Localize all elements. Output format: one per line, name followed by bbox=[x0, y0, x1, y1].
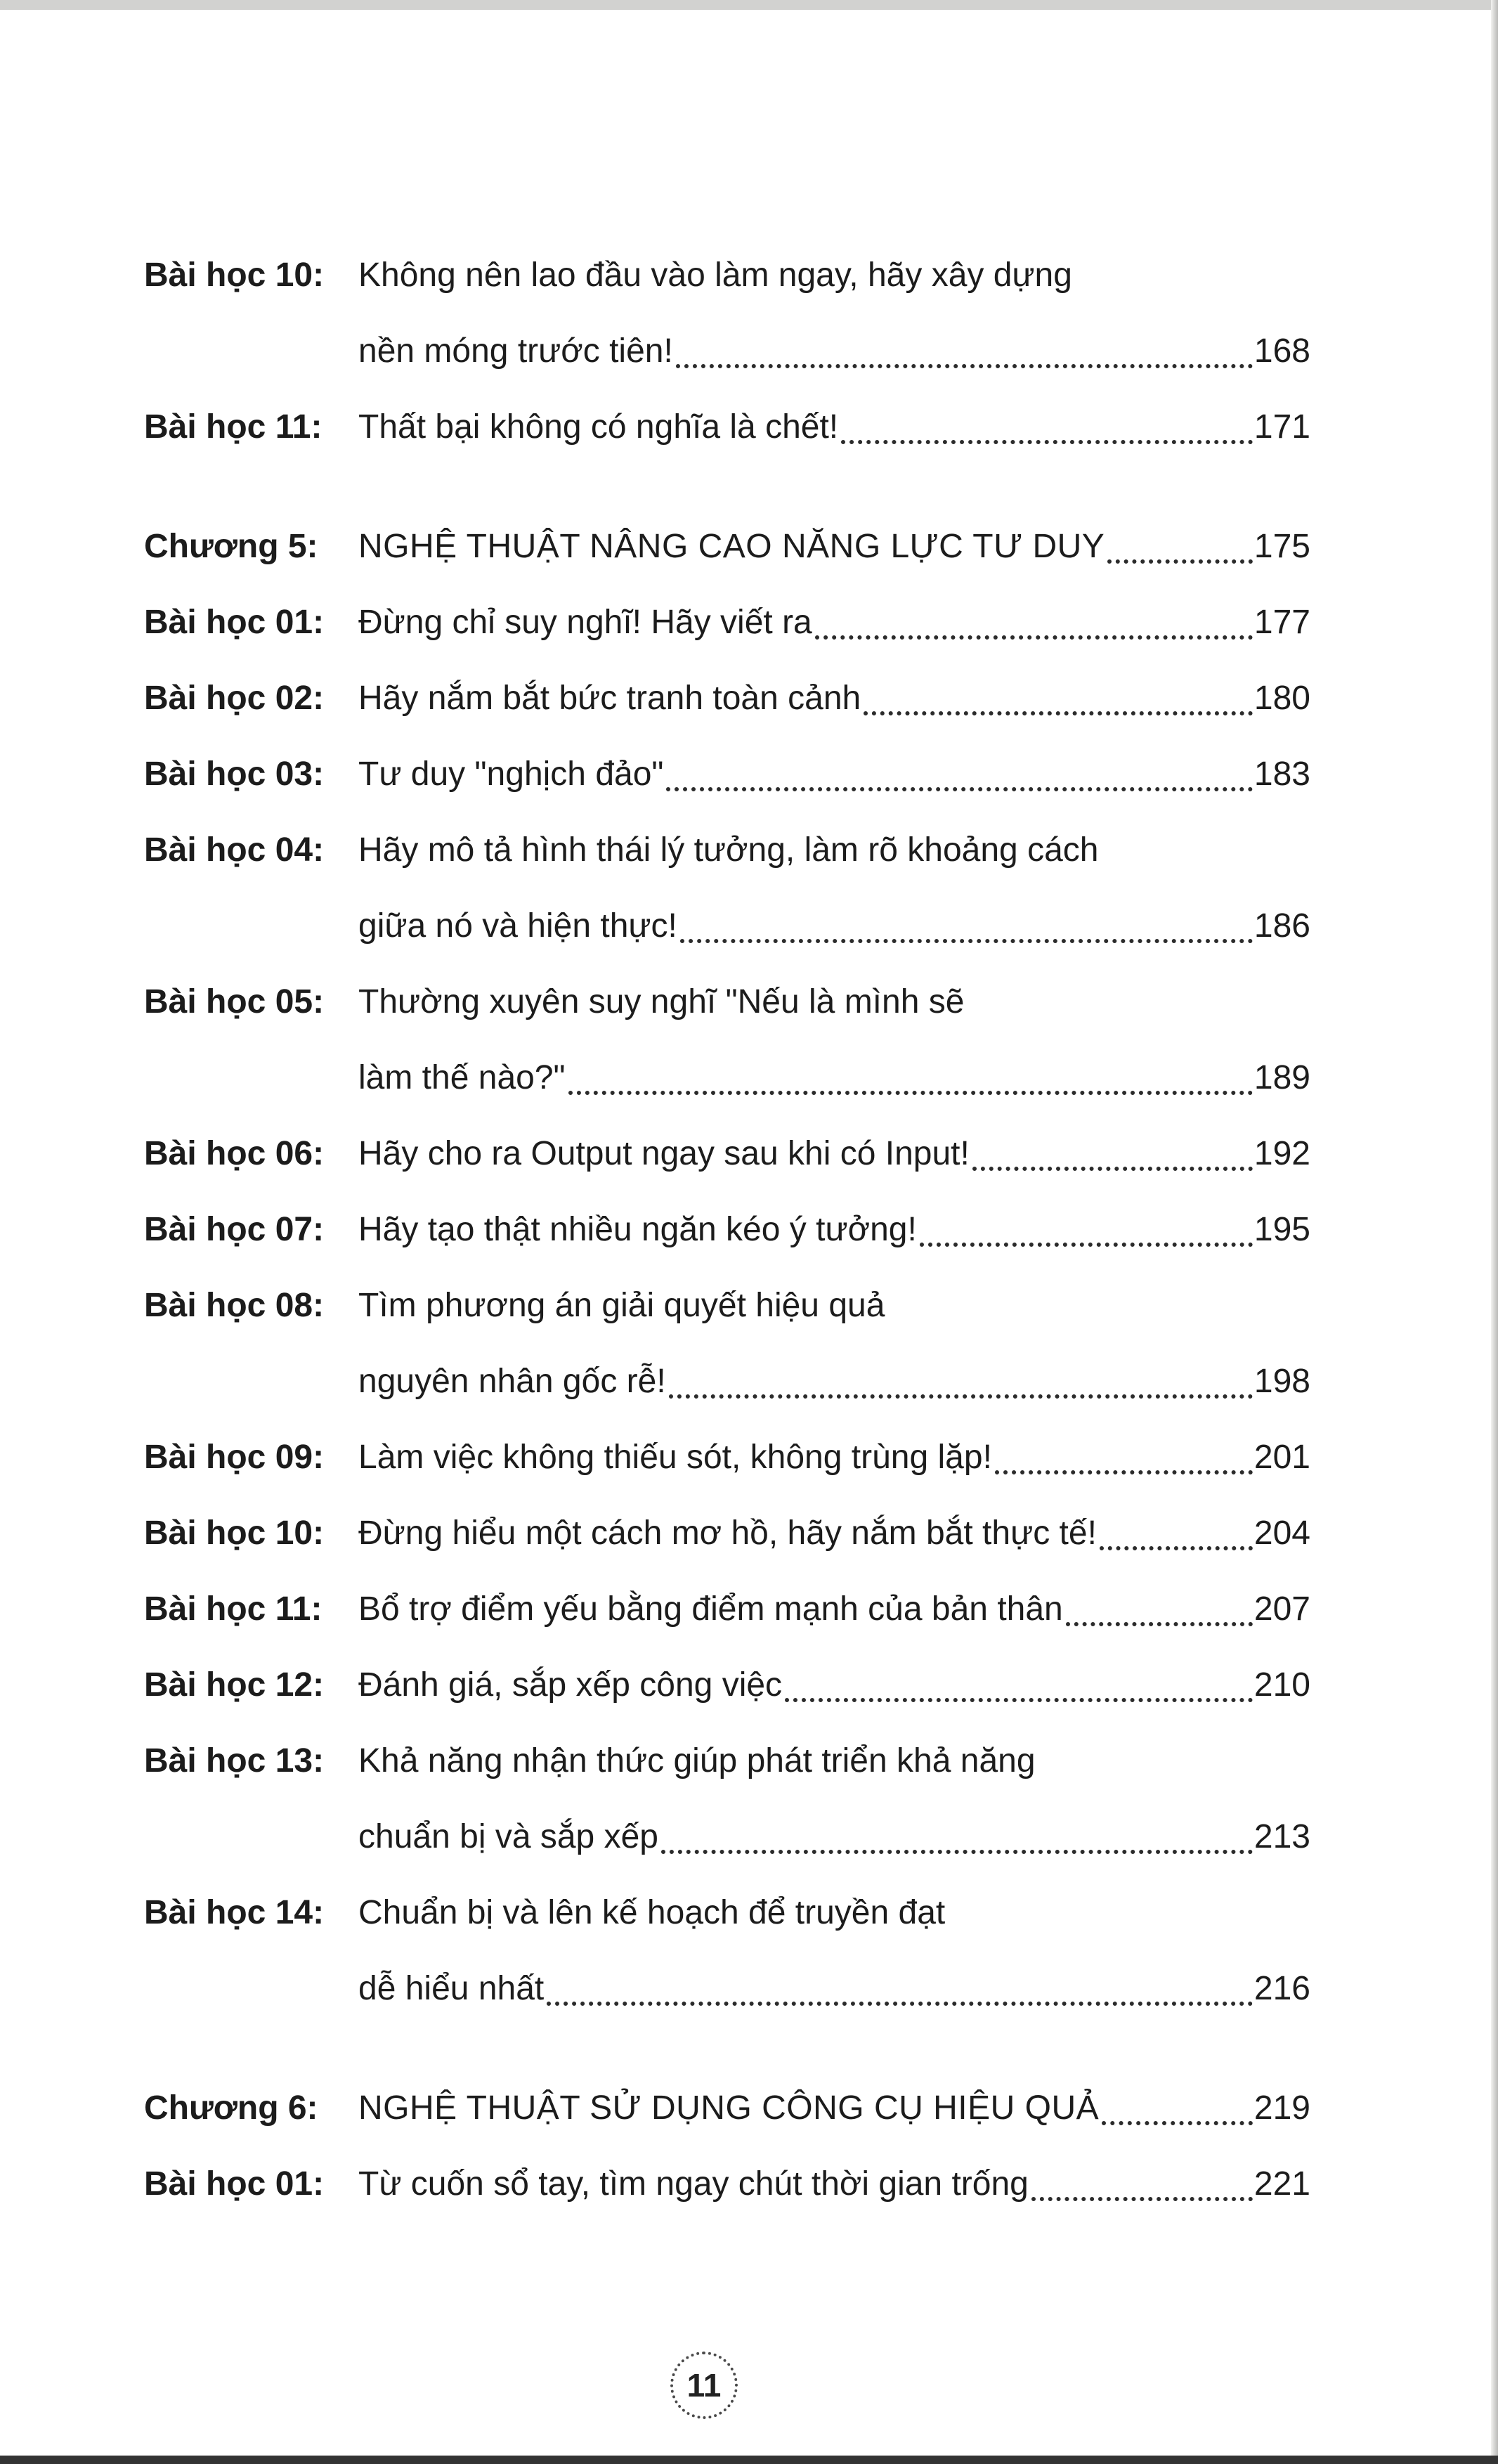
footer-page-number-badge bbox=[670, 2352, 738, 2419]
toc-entry-line bbox=[358, 1723, 1310, 1799]
leader-dots bbox=[669, 1394, 1253, 1399]
table-of-contents bbox=[144, 238, 1310, 2222]
toc-entry-label: Chương 6: bbox=[144, 2089, 318, 2127]
leader-dots bbox=[972, 1167, 1253, 1171]
toc-entry-title-text: Không nên lao đầu vào làm ngay, hãy xây dựng bbox=[358, 257, 1072, 294]
toc-entry-line bbox=[358, 2070, 1310, 2146]
toc-entry-title-text: chuẩn bị và sắp xếp bbox=[358, 1818, 658, 1855]
toc-entry-title-text: Từ cuốn sổ tay, tìm ngay chút thời gian trống bbox=[358, 2165, 1029, 2203]
leader-dots bbox=[995, 1470, 1253, 1474]
leader-dots bbox=[1102, 2121, 1253, 2125]
toc-entry-title-text: NGHỆ THUẬT NÂNG CAO NĂNG LỰC TƯ DUY bbox=[358, 528, 1105, 565]
toc-entry-title-text: Đánh giá, sắp xếp công việc bbox=[358, 1666, 783, 1704]
toc-entry-label: Bài học 06: bbox=[144, 1135, 325, 1172]
toc-entry-title-text: Tìm phương án giải quyết hiệu quả bbox=[358, 1287, 885, 1324]
toc-entry-line bbox=[358, 313, 1310, 389]
toc-entry-line bbox=[358, 1116, 1310, 1192]
leader-dots bbox=[920, 1243, 1253, 1247]
leader-dots bbox=[1066, 1622, 1253, 1626]
toc-entry-label: Chương 5: bbox=[144, 528, 318, 565]
toc-entry-label: Bài học 07: bbox=[144, 1211, 325, 1248]
toc-entry-line bbox=[358, 1571, 1310, 1647]
toc-entry-lines bbox=[358, 1723, 1310, 1875]
toc-entry bbox=[144, 1647, 1310, 1723]
toc-entry-page-number: 219 bbox=[1253, 2089, 1310, 2127]
toc-entry-lines bbox=[358, 964, 1310, 1116]
toc-entry-title-text: Hãy tạo thật nhiều ngăn kéo ý tưởng! bbox=[358, 1211, 917, 1248]
toc-entry bbox=[144, 1875, 1310, 2027]
toc-entry-lines bbox=[358, 585, 1310, 661]
toc-entry-page-number: 213 bbox=[1253, 1818, 1310, 1855]
toc-entry-page-number: 175 bbox=[1253, 528, 1310, 565]
toc-entry bbox=[144, 1496, 1310, 1571]
toc-entry-label: Bài học 08: bbox=[144, 1287, 325, 1324]
toc-entry bbox=[144, 964, 1310, 1116]
toc-entry bbox=[144, 2070, 1310, 2146]
toc-entry-lines bbox=[358, 1420, 1310, 1496]
leader-dots bbox=[785, 1698, 1253, 1702]
toc-entry-line bbox=[358, 812, 1310, 888]
toc-entry bbox=[144, 238, 1310, 389]
leader-dots bbox=[680, 939, 1253, 943]
toc-entry-label: Bài học 02: bbox=[144, 680, 325, 717]
toc-entry-line bbox=[358, 1268, 1310, 1344]
toc-entry-title-text: Đừng chỉ suy nghĩ! Hãy viết ra bbox=[358, 604, 812, 641]
toc-entry-title-text: Chuẩn bị và lên kế hoạch để truyền đạt bbox=[358, 1894, 946, 1931]
toc-entry-line bbox=[358, 585, 1310, 661]
toc-entry-page-number: 180 bbox=[1253, 680, 1310, 717]
toc-entry-title-text: Đừng hiểu một cách mơ hồ, hãy nắm bắt thực tế! bbox=[358, 1515, 1097, 1552]
toc-entry bbox=[144, 2146, 1310, 2222]
toc-entry-title-text: Khả năng nhận thức giúp phát triển khả năng bbox=[358, 1742, 1036, 1779]
toc-entry bbox=[144, 1192, 1310, 1268]
toc-entry-line bbox=[358, 661, 1310, 737]
leader-dots bbox=[815, 635, 1253, 640]
toc-entry-page-number: 201 bbox=[1253, 1439, 1310, 1476]
toc-entry-line bbox=[358, 2146, 1310, 2222]
toc-entry bbox=[144, 389, 1310, 465]
toc-entry-title-text: nền móng trước tiên! bbox=[358, 332, 673, 370]
toc-entry-line bbox=[358, 1875, 1310, 1951]
toc-entry-page-number: 171 bbox=[1253, 408, 1310, 446]
toc-entry-label: Bài học 03: bbox=[144, 756, 325, 793]
leader-dots bbox=[841, 440, 1253, 444]
toc-entry-page-number: 177 bbox=[1253, 604, 1310, 641]
toc-entry-page-number: 186 bbox=[1253, 907, 1310, 945]
toc-entry-page-number: 198 bbox=[1253, 1363, 1310, 1400]
toc-entry-line bbox=[358, 238, 1310, 313]
toc-entry-line bbox=[358, 1799, 1310, 1875]
toc-entry-lines bbox=[358, 661, 1310, 737]
toc-entry-page-number: 221 bbox=[1253, 2165, 1310, 2203]
toc-entry-title-text: Hãy cho ra Output ngay sau khi có Input! bbox=[358, 1135, 970, 1172]
toc-entry-label: Bài học 09: bbox=[144, 1439, 325, 1476]
toc-entry-page-number: 216 bbox=[1253, 1970, 1310, 2007]
toc-entry-line bbox=[358, 389, 1310, 465]
leader-dots bbox=[676, 364, 1253, 368]
toc-entry-title-text: Hãy nắm bắt bức tranh toàn cảnh bbox=[358, 680, 861, 717]
toc-entry-lines bbox=[358, 389, 1310, 465]
toc-entry-label: Bài học 01: bbox=[144, 2165, 325, 2203]
toc-entry-page-number: 168 bbox=[1253, 332, 1310, 370]
toc-entry-page-number: 183 bbox=[1253, 756, 1310, 793]
leader-dots bbox=[1100, 1546, 1253, 1550]
toc-entry-label: Bài học 04: bbox=[144, 831, 325, 869]
scan-artifact-bottom-edge bbox=[0, 2456, 1498, 2464]
scan-artifact-top-edge bbox=[0, 0, 1498, 10]
toc-entry-page-number: 204 bbox=[1253, 1515, 1310, 1552]
toc-entry-label: Bài học 01: bbox=[144, 604, 325, 641]
toc-entry-line bbox=[358, 888, 1310, 964]
leader-dots bbox=[666, 787, 1252, 791]
toc-entry bbox=[144, 737, 1310, 812]
toc-entry-line bbox=[358, 1192, 1310, 1268]
toc-entry-lines bbox=[358, 2146, 1310, 2222]
toc-entry bbox=[144, 661, 1310, 737]
toc-entry-title-text: Thất bại không có nghĩa là chết! bbox=[358, 408, 839, 446]
toc-entry bbox=[144, 1420, 1310, 1496]
toc-entry-label: Bài học 12: bbox=[144, 1666, 325, 1704]
toc-entry-lines bbox=[358, 1496, 1310, 1571]
toc-entry-lines bbox=[358, 238, 1310, 389]
toc-entry bbox=[144, 1571, 1310, 1647]
toc-entry-title-text: NGHỆ THUẬT SỬ DỤNG CÔNG CỤ HIỆU QUẢ bbox=[358, 2089, 1100, 2127]
leader-dots bbox=[1107, 559, 1253, 564]
toc-entry-title-text: Bổ trợ điểm yếu bằng điểm mạnh của bản thân bbox=[358, 1590, 1063, 1628]
toc-entry-page-number: 207 bbox=[1253, 1590, 1310, 1628]
toc-entry bbox=[144, 812, 1310, 964]
toc-entry-title-text: nguyên nhân gốc rễ! bbox=[358, 1363, 666, 1400]
toc-entry-label: Bài học 14: bbox=[144, 1894, 325, 1931]
toc-entry-label: Bài học 10: bbox=[144, 257, 325, 294]
toc-entry-line bbox=[358, 1344, 1310, 1420]
toc-entry-label: Bài học 13: bbox=[144, 1742, 325, 1779]
toc-entry-label: Bài học 05: bbox=[144, 983, 325, 1020]
toc-entry-line bbox=[358, 1496, 1310, 1571]
toc-entry-title-text: Làm việc không thiếu sót, không trùng lặp! bbox=[358, 1439, 992, 1476]
toc-entry-title-text: làm thế nào?" bbox=[358, 1059, 566, 1096]
leader-dots bbox=[661, 1850, 1253, 1854]
toc-entry-line bbox=[358, 509, 1310, 585]
leader-dots bbox=[864, 711, 1253, 715]
leader-dots bbox=[1031, 2197, 1253, 2201]
toc-entry-page-number: 189 bbox=[1253, 1059, 1310, 1096]
toc-entry-line bbox=[358, 1951, 1310, 2027]
toc-entry-lines bbox=[358, 509, 1310, 585]
toc-entry bbox=[144, 585, 1310, 661]
toc-entry-lines bbox=[358, 812, 1310, 964]
toc-entry bbox=[144, 1116, 1310, 1192]
scan-artifact-right-edge bbox=[1491, 0, 1498, 2464]
toc-entry bbox=[144, 1268, 1310, 1420]
toc-entry-title-text: dễ hiểu nhất bbox=[358, 1970, 545, 2007]
toc-entry-lines bbox=[358, 1571, 1310, 1647]
toc-entry-line bbox=[358, 964, 1310, 1040]
toc-entry-lines bbox=[358, 1647, 1310, 1723]
toc-entry-title-text: Hãy mô tả hình thái lý tưởng, làm rõ khoảng cách bbox=[358, 831, 1099, 869]
toc-entry-line bbox=[358, 1647, 1310, 1723]
toc-entry bbox=[144, 509, 1310, 585]
toc-entry-title-text: giữa nó và hiện thực! bbox=[358, 907, 677, 945]
toc-entry-lines bbox=[358, 2070, 1310, 2146]
toc-entry-line bbox=[358, 1040, 1310, 1116]
toc-entry-lines bbox=[358, 1875, 1310, 2027]
toc-entry-label: Bài học 11: bbox=[144, 1590, 323, 1628]
toc-entry-title-text: Tư duy "nghịch đảo" bbox=[358, 756, 664, 793]
leader-dots bbox=[547, 2002, 1253, 2006]
toc-entry bbox=[144, 1723, 1310, 1875]
toc-entry-lines bbox=[358, 1116, 1310, 1192]
toc-entry-lines bbox=[358, 1268, 1310, 1420]
toc-entry-label: Bài học 11: bbox=[144, 408, 323, 446]
toc-entry-page-number: 195 bbox=[1253, 1211, 1310, 1248]
footer-page-number: 11 bbox=[686, 2367, 722, 2404]
toc-entry-line bbox=[358, 1420, 1310, 1496]
toc-entry-lines bbox=[358, 1192, 1310, 1268]
toc-entry-lines bbox=[358, 737, 1310, 812]
toc-entry-title-text: Thường xuyên suy nghĩ "Nếu là mình sẽ bbox=[358, 983, 965, 1020]
toc-entry-page-number: 192 bbox=[1253, 1135, 1310, 1172]
toc-entry-label: Bài học 10: bbox=[144, 1515, 325, 1552]
leader-dots bbox=[568, 1091, 1253, 1095]
toc-entry-line bbox=[358, 737, 1310, 812]
toc-entry-page-number: 210 bbox=[1253, 1666, 1310, 1704]
